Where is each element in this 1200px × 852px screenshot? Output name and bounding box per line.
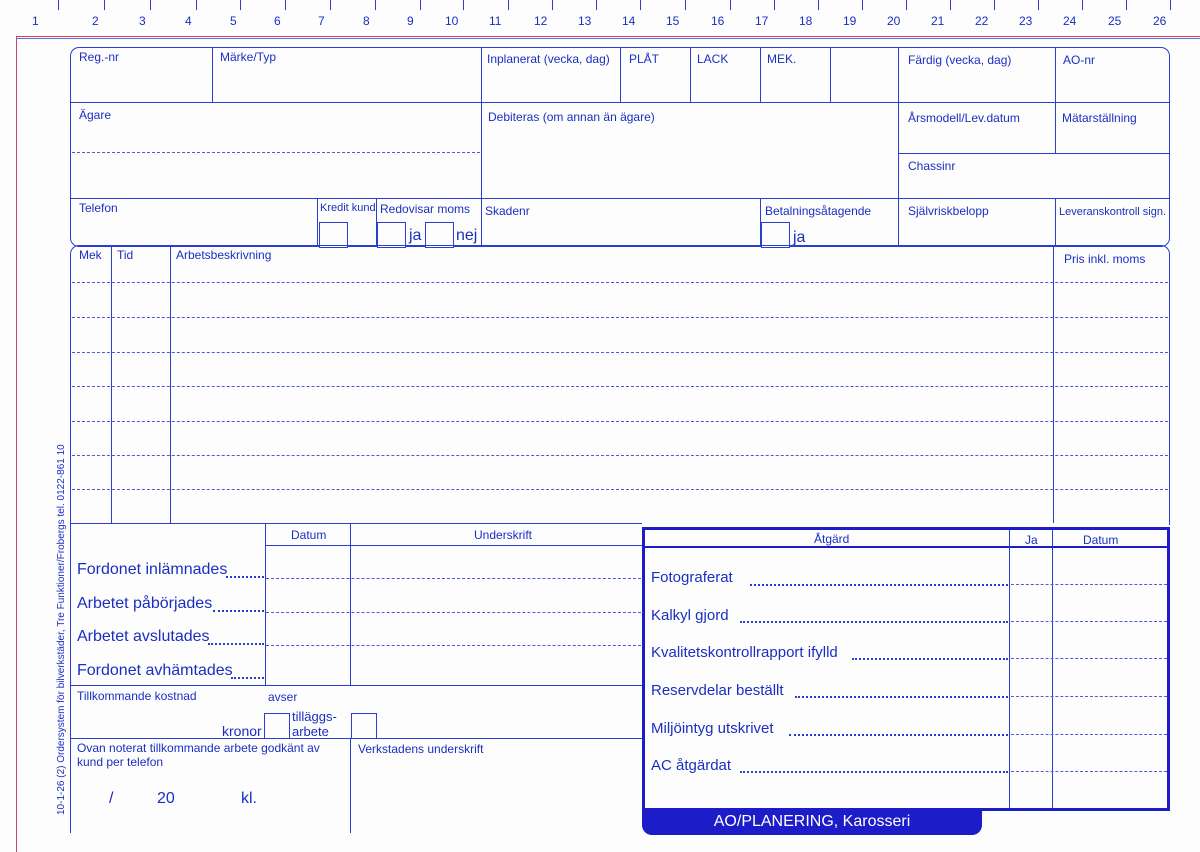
- ruler-tick: [994, 0, 995, 10]
- dotted-leader: [208, 643, 264, 645]
- matarstallning-label: Mätarställning: [1062, 111, 1137, 125]
- arbetsbeskrivning-label: Arbetsbeskrivning: [176, 248, 272, 262]
- tillaggs-label: tilläggs-: [292, 709, 337, 724]
- ruler-tick: [1038, 0, 1039, 10]
- moms-nej-label: nej: [456, 227, 478, 244]
- ruler-number: 24: [1063, 14, 1077, 28]
- agare-label: Ägare: [79, 108, 112, 122]
- ruler-number: 16: [711, 14, 725, 28]
- ruler-number: 19: [843, 14, 857, 28]
- work-row-line: [72, 386, 1168, 387]
- pris-label: Pris inkl. moms: [1064, 252, 1146, 266]
- dotted-leader: [852, 658, 1008, 660]
- grid-line: [350, 523, 351, 685]
- grid-line: [70, 523, 642, 524]
- dotted-leader: [750, 584, 1008, 586]
- ruler-tick: [1082, 0, 1083, 10]
- fordonet-inlamnades-label: Fordonet inlämnades: [77, 561, 228, 578]
- grid-line: [1009, 530, 1010, 808]
- ruler-tick: [640, 0, 641, 10]
- date-slash: /: [109, 790, 114, 807]
- dotted-leader: [795, 696, 1008, 698]
- ruler-number: 15: [666, 14, 680, 28]
- ao-nr-label: AO-nr: [1063, 53, 1096, 67]
- grid-line: [898, 47, 899, 247]
- marke-typ-label: Märke/Typ: [220, 50, 277, 64]
- kvalitetskontroll-label: Kvalitetskontrollrapport ifylld: [651, 644, 838, 661]
- work-row-line: [72, 421, 1168, 422]
- ruler-number: 26: [1153, 14, 1167, 28]
- atgard-title: Åtgärd: [814, 532, 850, 546]
- grid-line: [830, 47, 831, 102]
- kronor-label: kronor: [222, 723, 262, 739]
- ruler-tick: [508, 0, 509, 10]
- work-row-line: [72, 282, 1168, 283]
- ruler-tick: [906, 0, 907, 10]
- mek-label: MEK.: [767, 52, 797, 66]
- atgard-row-line: [1011, 696, 1167, 697]
- grid-line: [111, 245, 112, 523]
- ruler-number: 6: [274, 14, 281, 28]
- ruler-tick: [150, 0, 151, 10]
- grid-line: [70, 198, 1170, 199]
- betalning-ja-label: ja: [793, 229, 806, 246]
- atgard-datum-label: Datum: [1083, 533, 1119, 547]
- arbetet-paborjades-label: Arbetet påbörjades: [77, 595, 213, 612]
- lack-label: LACK: [697, 52, 729, 66]
- underskrift-col-label: Underskrift: [474, 528, 533, 542]
- work-row-line: [72, 352, 1168, 353]
- work-row-line: [72, 317, 1168, 318]
- form-title: AO/PLANERING, Karosseri: [713, 813, 911, 830]
- redovisar-moms-label: Redovisar moms: [380, 202, 471, 216]
- grid-line: [350, 738, 351, 833]
- tid-col-label: Tid: [117, 248, 134, 262]
- atgard-row-line: [1011, 734, 1167, 735]
- tillagg-checkbox[interactable]: [264, 713, 290, 739]
- kalkyl-gjord-label: Kalkyl gjord: [651, 607, 729, 624]
- ruler-tick: [1126, 0, 1127, 10]
- arbetet-avslutades-label: Arbetet avslutades: [77, 628, 210, 645]
- inplanerat-label: Inplanerat (vecka, dag): [487, 52, 610, 66]
- dotted-leader: [740, 621, 1008, 623]
- ruler: [0, 0, 1200, 32]
- grid-line: [317, 198, 318, 247]
- dotted-leader: [226, 576, 264, 578]
- ruler-tick: [596, 0, 597, 10]
- ruler-tick: [685, 0, 686, 10]
- dotted-leader: [213, 610, 264, 612]
- chassinr-label: Chassinr: [908, 159, 956, 173]
- ruler-number: 1: [32, 14, 39, 28]
- ruler-number: 12: [534, 14, 548, 28]
- grid-line: [212, 47, 213, 102]
- status-row-line: [266, 645, 641, 646]
- extra-checkbox[interactable]: [351, 713, 377, 739]
- ruler-tick: [285, 0, 286, 10]
- status-row-line: [266, 612, 641, 613]
- grid-line: [265, 545, 642, 546]
- ruler-number: 20: [887, 14, 901, 28]
- ruler-number: 10: [445, 14, 459, 28]
- dotted-leader: [231, 677, 264, 679]
- work-box: [70, 245, 1170, 525]
- ruler-number: 14: [622, 14, 636, 28]
- grid-line: [481, 47, 482, 247]
- ruler-number: 25: [1108, 14, 1122, 28]
- grid-line: [690, 47, 691, 102]
- ruler-number: 2: [92, 14, 99, 28]
- ruler-tick: [58, 0, 59, 10]
- ruler-number: 13: [578, 14, 592, 28]
- ruler-number: 7: [318, 14, 325, 28]
- kl-label: kl.: [241, 790, 257, 807]
- tillkommande-label: Tillkommande kostnad: [77, 689, 197, 703]
- grid-line: [265, 523, 266, 685]
- grid-line: [1053, 245, 1054, 523]
- ruler-tick: [950, 0, 951, 10]
- skadenr-label: Skadenr: [485, 204, 530, 218]
- ovan-noterat-line1: Ovan noterat tillkommande arbete godkänt av: [77, 741, 320, 755]
- fordonet-avhamtades-label: Fordonet avhämtades: [77, 662, 233, 679]
- datum-col-label: Datum: [291, 528, 327, 542]
- ruler-tick: [375, 0, 376, 10]
- margin-line-top: [16, 36, 1200, 37]
- ruler-number: 21: [931, 14, 945, 28]
- ovan-noterat-line2: kund per telefon: [77, 755, 164, 769]
- ruler-tick: [463, 0, 464, 10]
- ruler-number: 5: [230, 14, 237, 28]
- avser-label: avser: [268, 690, 298, 704]
- ruler-number: 8: [363, 14, 370, 28]
- form-title-tab: [642, 808, 982, 835]
- ruler-number: 11: [489, 14, 502, 28]
- telefon-label: Telefon: [79, 201, 118, 215]
- ruler-number: 3: [139, 14, 146, 28]
- work-row-line: [72, 489, 1168, 490]
- dashed-line: [72, 152, 480, 153]
- grid-line: [70, 523, 71, 833]
- ruler-tick: [818, 0, 819, 10]
- verkstadens-underskrift-label: Verkstadens underskrift: [358, 742, 484, 756]
- atgard-row-line: [1011, 771, 1167, 772]
- reservdelar-label: Reservdelar beställt: [651, 682, 784, 699]
- ruler-tick: [1170, 0, 1171, 10]
- ruler-number: 9: [407, 14, 414, 28]
- atgard-row-line: [1011, 584, 1167, 585]
- ruler-number: 18: [799, 14, 813, 28]
- grid-line: [898, 153, 1170, 154]
- atgard-row-line: [1011, 658, 1167, 659]
- moms-ja-label: ja: [409, 227, 422, 244]
- grid-line: [1055, 47, 1056, 153]
- miljointyg-label: Miljöintyg utskrivet: [651, 720, 774, 737]
- fardig-label: Färdig (vecka, dag): [908, 53, 1012, 67]
- betalningsatagende-label: Betalningsåtagende: [765, 204, 872, 218]
- ruler-tick: [240, 0, 241, 10]
- year-prefix: 20: [157, 790, 175, 807]
- debiteras-label: Debiteras (om annan än ägare): [488, 110, 655, 124]
- grid-line: [760, 47, 761, 102]
- arsmodell-label: Årsmodell/Lev.datum: [908, 111, 1020, 125]
- ruler-tick: [420, 0, 421, 10]
- grid-line: [1055, 198, 1056, 247]
- grid-line: [70, 685, 642, 686]
- margin-line-left: [16, 36, 17, 852]
- side-print-text: 10-1-26 (2) Ordersystem för bilverkstäder, Tre Funktioner/Frobergs tel. 0122-861 10: [56, 444, 67, 815]
- grid-line: [620, 47, 621, 102]
- ruler-number: 4: [185, 14, 192, 28]
- ruler-tick: [330, 0, 331, 10]
- ruler-tick: [196, 0, 197, 10]
- atgard-row-line: [1011, 621, 1167, 622]
- fotograferat-label: Fotograferat: [651, 569, 733, 586]
- dotted-leader: [740, 771, 1008, 773]
- plat-label: PLÅT: [629, 52, 660, 66]
- ruler-tick: [552, 0, 553, 10]
- sjalvrisk-label: Självriskbelopp: [908, 204, 989, 218]
- status-row-line: [266, 578, 641, 579]
- atgard-ja-label: Ja: [1025, 533, 1038, 547]
- leveranskontroll-label: Leveranskontroll sign.: [1059, 206, 1167, 218]
- dotted-leader: [789, 734, 1008, 736]
- ac-atgardat-label: AC åtgärdat: [651, 757, 732, 774]
- work-row-line: [72, 455, 1168, 456]
- ruler-tick: [862, 0, 863, 10]
- ruler-number: 17: [755, 14, 769, 28]
- ruler-number: 22: [975, 14, 989, 28]
- margin-line-top-blue: [16, 38, 1200, 39]
- mek-col-label: Mek: [79, 248, 102, 262]
- ruler-tick: [730, 0, 731, 10]
- grid-line: [1052, 530, 1053, 808]
- arbete-label: arbete: [292, 724, 329, 739]
- ruler-tick: [104, 0, 105, 10]
- grid-line: [70, 102, 1170, 103]
- ruler-number: 23: [1019, 14, 1033, 28]
- kredit-kund-label: Kredit kund: [320, 202, 376, 214]
- ruler-tick: [774, 0, 775, 10]
- grid-line: [170, 245, 171, 523]
- reg-nr-label: Reg.-nr: [79, 50, 120, 64]
